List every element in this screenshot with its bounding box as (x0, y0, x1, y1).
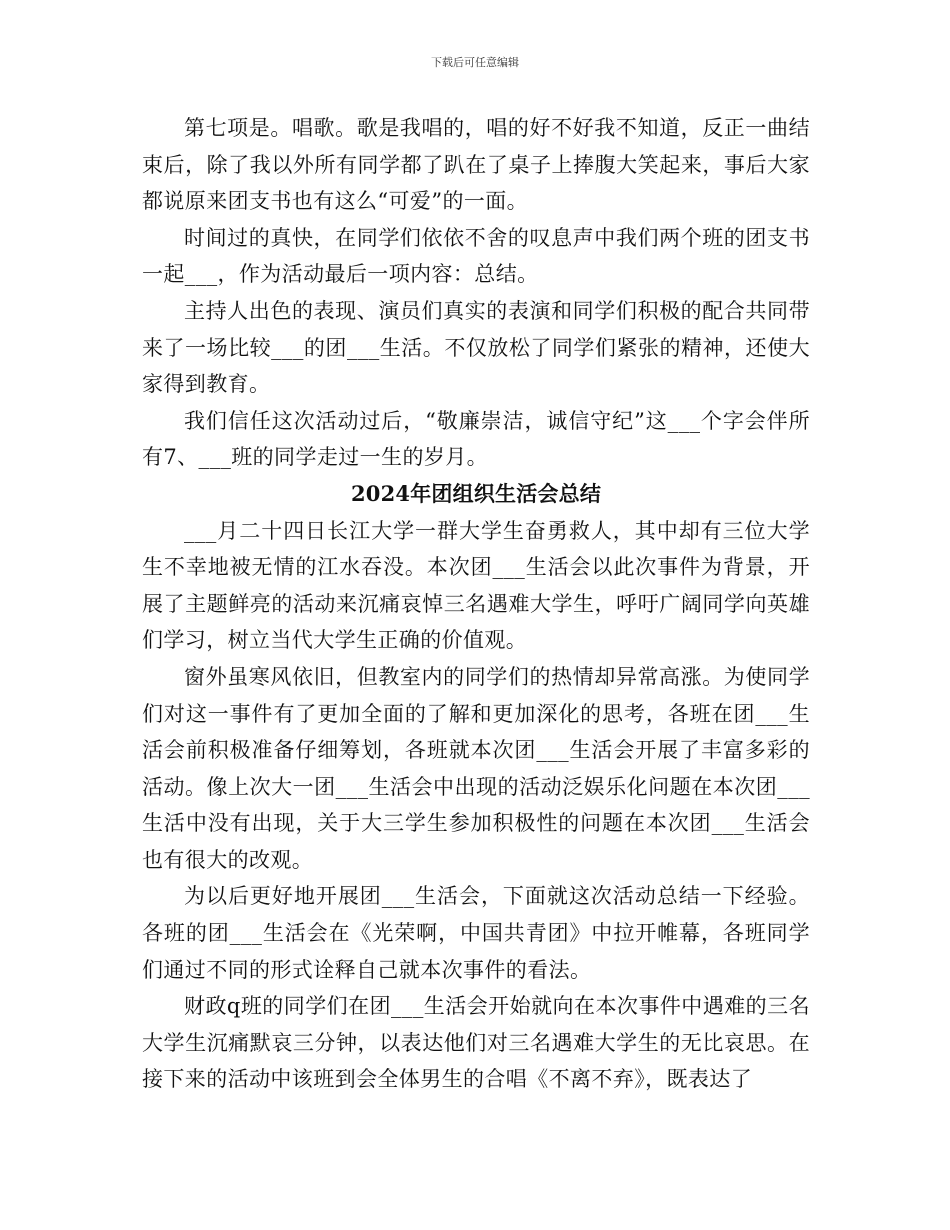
page-header: 下载后可任意编辑 (431, 56, 519, 69)
paragraph: 窗外虽寒风依旧，但教室内的同学们的热情却异常高涨。为使同学们对这一事件有了更加全面的了解和更加深化的思考，各班在团___生活会前积极准备仔细筹划，各班就本次团___生活会开展了丰富多彩的活动。像上次大一团___生活会中出现的活动泛娱乐化问题在本次团___生活中没有出现，关于大三学生参加积极性的问题在本次团___生活会也有很大的改观。 (142, 664, 810, 872)
paragraph: 第七项是。唱歌。歌是我唱的，唱的好不好我不知道，反正一曲结束后，除了我以外所有同学都了趴在了桌子上捧腹大笑起来，事后大家都说原来团支书也有这么“可爱”的一面。 (142, 116, 810, 214)
paragraph: 财政q班的同学们在团___生活会开始就向在本次事件中遇难的三名大学生沉痛默哀三分钟，以表达他们对三名遇难大学生的无比哀思。在接下来的活动中该班到会全体男生的合唱《不离不弃》，既表达了 (142, 994, 810, 1092)
paragraph: 主持人出色的表现、演员们真实的表演和同学们积极的配合共同带来了一场比较___的团___生活。不仅放松了同学们紧张的精神，还使大家得到教育。 (142, 298, 810, 397)
paragraph: ___月二十四日长江大学一群大学生奋勇救人，其中却有三位大学生不幸地被无情的江水吞没。本次团___生活会以此次事件为背景，开展了主题鲜亮的活动来沉痛哀悼三名遇难大学生，呼吁广阔同学向英雄们学习，树立当代大学生正确的价值观。 (142, 518, 810, 653)
document-body (142, 110, 810, 1098)
paragraph: 时间过的真快，在同学们依依不舍的叹息声中我们两个班的团支书一起___，作为活动最后一项内容：总结。 (142, 225, 810, 287)
section-title: 2024年团组织生活会总结 (350, 480, 602, 506)
paragraph: 我们信任这次活动过后，“敬廉崇洁，诚信守纪”这___个字会伴所有7、___班的同学走过一生的岁月。 (142, 408, 810, 470)
paragraph: 为以后更好地开展团___生活会，下面就这次活动总结一下经验。各班的团___生活会在《光荣啊，中国共青团》中拉开帷幕，各班同学们通过不同的形式诠释自己就本次事件的看法。 (142, 884, 810, 982)
